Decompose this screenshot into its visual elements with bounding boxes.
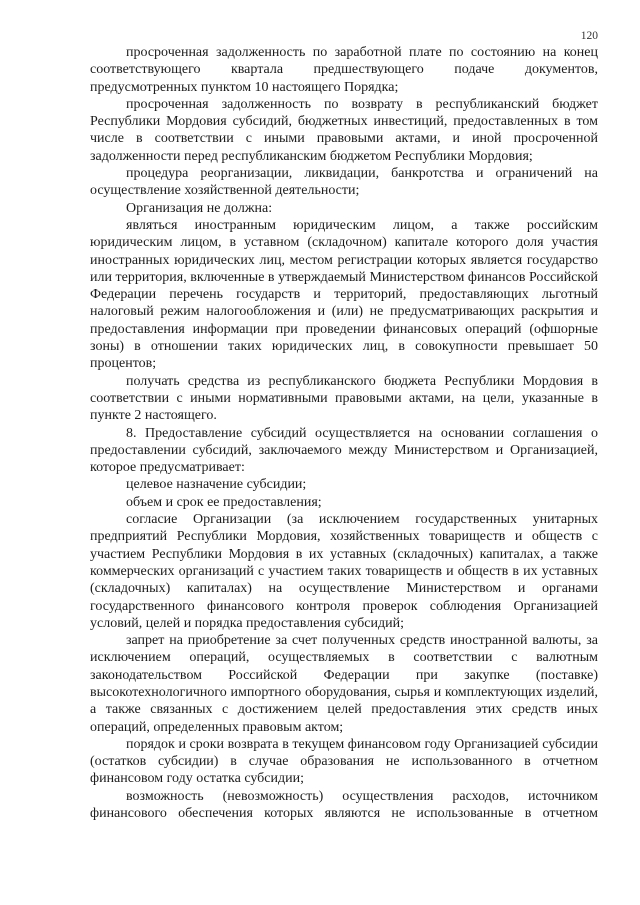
paragraph: возможность (невозможность) осуществления расходов, источником финансового обеспечения которых являются не использованные в отчетном xyxy=(90,788,598,822)
paragraph: объем и срок ее предоставления; xyxy=(126,494,322,510)
paragraph: порядок и сроки возврата в текущем финансовом году Организацией субсидии (остатков субсидии) в случае образования не использованного в отчетном финансовом году остатка субсидии; xyxy=(90,736,598,787)
page-number: 120 xyxy=(580,30,598,42)
paragraph: 8. Предоставление субсидий осуществляется на основании соглашения о предоставлении субсидий, заключаемого между Министерством и Организацией, которое предусматривает: xyxy=(90,425,598,476)
paragraph: просроченная задолженность по заработной плате по состоянию на конец соответствующего квартала предшествующего подаче документов, предусмотренных пунктом 10 настоящего Порядка; xyxy=(90,45,598,95)
paragraph: процедура реорганизации, ликвидации, банкротства и ограничений на осуществление хозяйственной деятельности; xyxy=(90,166,598,199)
paragraph: целевое назначение субсидии; xyxy=(126,477,307,493)
paragraph: согласие Организации (за исключением государственных унитарных предприятий Республики Мордовия, хозяйственных товариществ и обществ с участием Республики Мордовия в их уставных (складочных) капиталах, а также коммерческих организаций с участием таких товариществ и обществ в их уставных (складочных) капиталах) на осуществление Министерством и органами государственного финансового контроля проверок соблюдения Организацией условий, целей и порядка предоставления субсидий; xyxy=(90,512,598,631)
paragraph: просроченная задолженность по возврату в республиканский бюджет Республики Мордовия субсидий, бюджетных инвестиций, предоставленных в том числе в соответствии с иными правовыми актами, и иной просроченной задолженности перед республиканским бюджетом Республики Мордовия; xyxy=(90,96,598,164)
document-body xyxy=(90,44,598,822)
paragraph: запрет на приобретение за счет полученных средств иностранной валюты, за исключением операций, осуществляемых в соответствии с валютным законодательством Российской Федерации при закупке (поставке) высокотехнологичного импортного оборудования, сырья и комплектующих изделий, а также связанных с достижением целей предоставления этих средств иных операций, определенных правовым актом; xyxy=(90,633,598,735)
paragraph: получать средства из республиканского бюджета Республики Мордовия в соответствии с иными нормативными правовыми актами, на цели, указанные в пункте 2 настоящего. xyxy=(90,373,598,424)
paragraph: являться иностранным юридическим лицом, а также российским юридическим лицом, в уставном (складочном) капитале которого доля участия иностранных юридических лиц, местом регистрации которых является государство или территория, включенные в утверждаемый Министерством финансов Российской Федерации перечень государств и территорий, предоставляющих льготный налоговый режим налогообложения и (или) не предусматривающих раскрытия и предоставления информации при проведении финансовых операций (офшорные зоны) в отношении таких юридических лиц, в совокупности превышает 50 процентов; xyxy=(90,217,598,372)
paragraph: Организация не должна: xyxy=(126,200,273,216)
